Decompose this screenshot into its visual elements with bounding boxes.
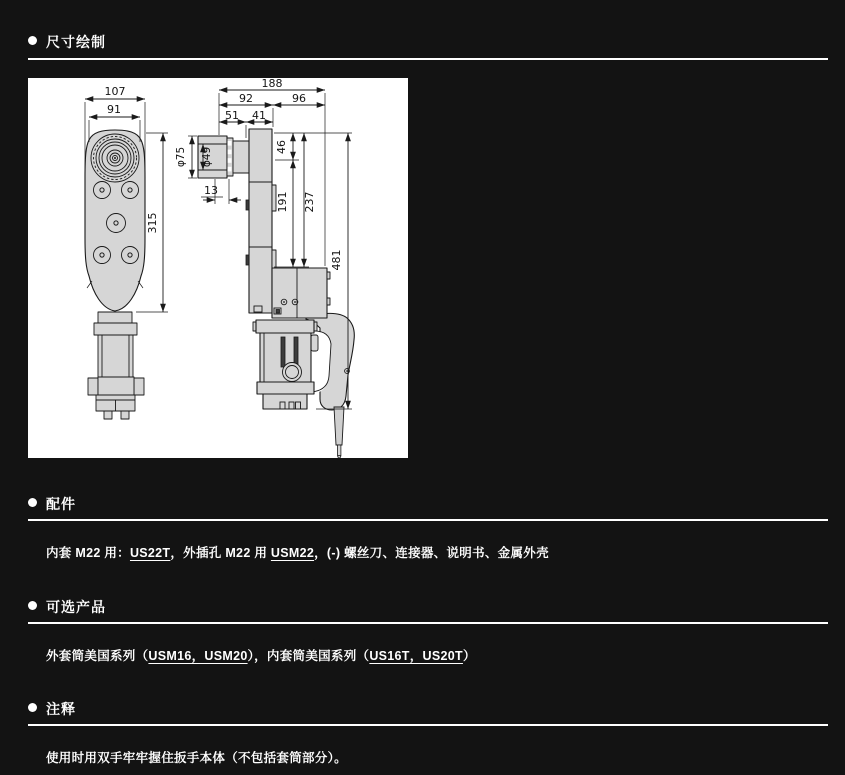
section-bullet-dimension <box>28 36 37 45</box>
section-bullet-notes <box>28 703 37 712</box>
dim-label-315: 315 <box>146 212 159 234</box>
section-rule <box>28 519 828 521</box>
optional-text-pre: 外套筒美国系列（ <box>46 649 149 663</box>
dimension-drawing-panel <box>28 78 408 458</box>
link-us22t[interactable]: US22T <box>129 546 171 560</box>
front-lower-assembly <box>88 312 144 419</box>
section-bullet-optional <box>28 601 37 610</box>
section-title-accessories: 配件 <box>46 496 76 512</box>
optional-text-mid: ），内套筒美国系列（ <box>247 649 370 663</box>
link-us16t-us20t[interactable]: US16T，US20T <box>369 649 463 663</box>
notes-text: 使用时用双手牢牢握住扳手本体（不包括套筒部分）。 <box>46 751 347 765</box>
side-view <box>175 78 354 458</box>
accessories-text-pre: 内套 M22 用： <box>46 546 130 560</box>
optional-text-post: ） <box>462 649 476 663</box>
section-rule <box>28 58 828 60</box>
section-title-notes: 注释 <box>46 701 76 717</box>
trigger <box>311 335 318 351</box>
dim-label-92: 92 <box>239 92 253 105</box>
accessories-text-post: ，(-) 螺丝刀、连接器、说明书、金属外壳 <box>314 546 549 560</box>
link-usm22[interactable]: USM22 <box>270 546 315 560</box>
accessories-text <box>46 543 549 561</box>
optional-products-text <box>46 646 476 664</box>
dim-label-188: 188 <box>261 78 283 90</box>
dim-label-91: 91 <box>107 103 121 116</box>
dim-label-phi49: φ49 <box>201 146 213 168</box>
dim-label-41: 41 <box>252 109 266 122</box>
power-cable <box>334 407 344 458</box>
link-usm16-usm20[interactable]: USM16，USM20 <box>148 649 248 663</box>
dim-label-481: 481 <box>330 249 343 271</box>
dim-label-phi75: φ75 <box>175 146 187 168</box>
accessories-text-mid: ，外插孔 M22 用 <box>170 546 271 560</box>
dim-label-191: 191 <box>276 191 289 213</box>
dimension-drawing <box>28 78 408 458</box>
section-rule <box>28 724 828 726</box>
section-bullet-accessories <box>28 498 37 507</box>
section-title-dimension: 尺寸绘制 <box>46 34 106 50</box>
dim-label-13: 13 <box>204 184 218 197</box>
front-view <box>85 85 168 419</box>
dim-label-51: 51 <box>225 109 239 122</box>
section-title-optional: 可选产品 <box>46 599 106 615</box>
section-rule <box>28 622 828 624</box>
dim-label-237: 237 <box>303 191 316 213</box>
dim-label-107: 107 <box>104 85 126 98</box>
dim-label-96: 96 <box>292 92 306 105</box>
lower-housing <box>253 320 317 409</box>
dim-label-46: 46 <box>275 140 288 154</box>
